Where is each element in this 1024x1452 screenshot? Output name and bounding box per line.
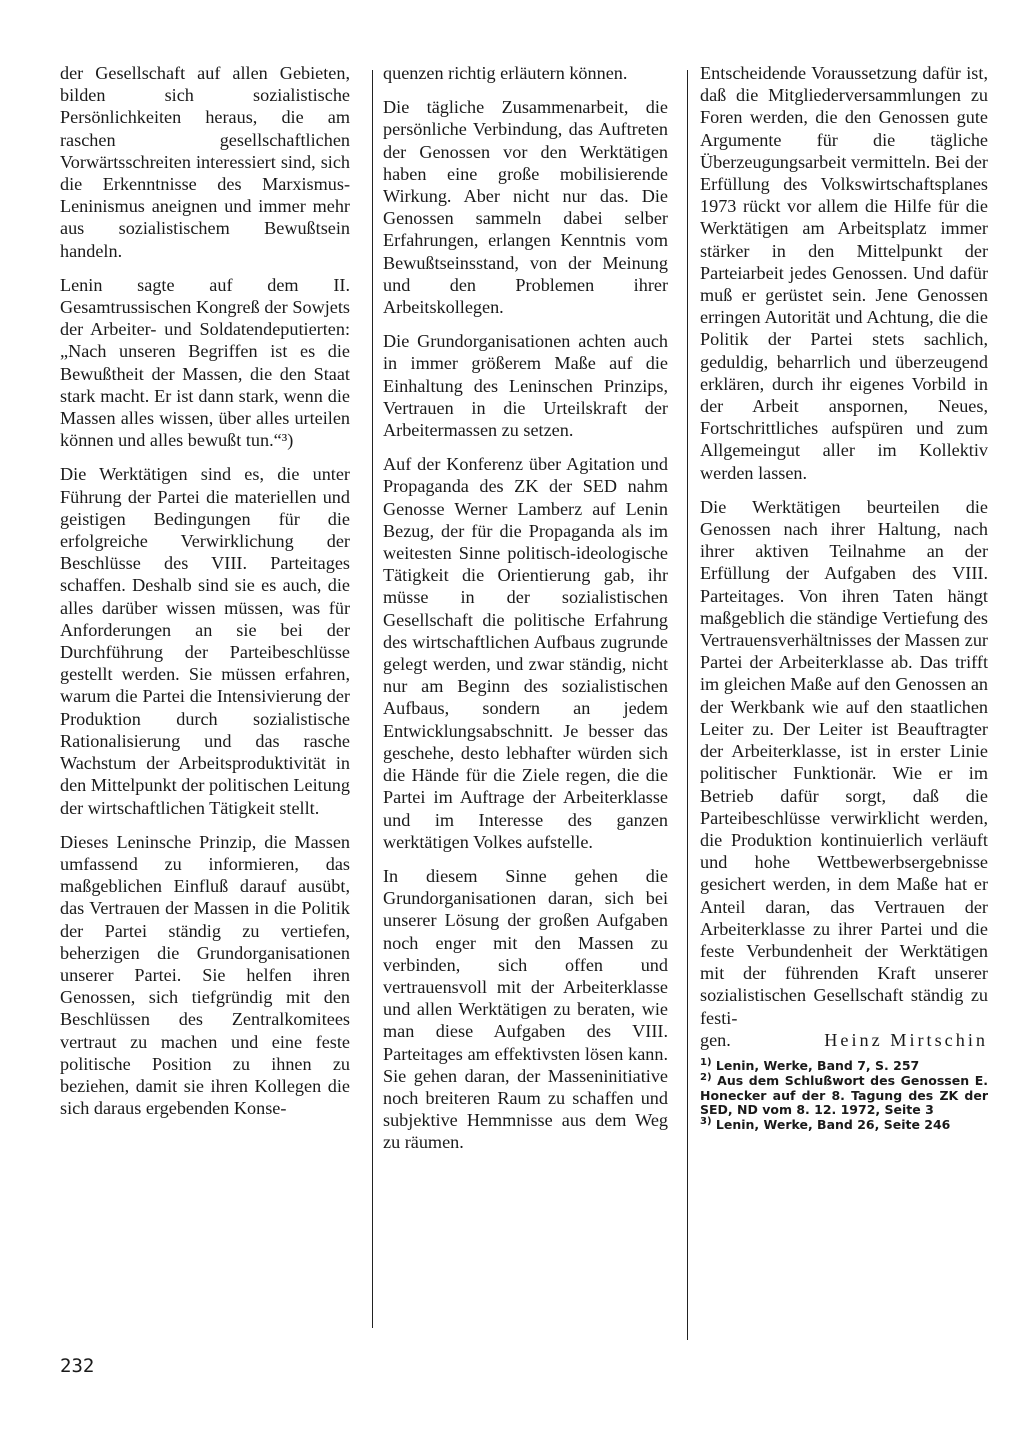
paragraph: Die Werktätigen beurteilen die Genossen nach ihrer Haltung, nach ihrer aktiven Teilnahme an der Erfüllung der Aufgaben des VIII. Parteitages. Von ihren Taten hängt maßgeblich die ständige Vertiefung des Vertrauensverhältnisses der Massen zur Partei der Arbeiterklasse ab. Das trifft im gleichen Maße auf den Genossen an der Werkbank wie auf den staatlichen Leiter zu. Der Leiter ist Beauftragter der Arbeiterklasse, ist in erster Linie politischer Funktionär. Wie er im Betrieb dafür sorgt, daß die Parteibeschlüsse verwirklicht werden, die Produktion kontinuierlich verläuft und hohe Wettbewerbsergebnisse gesichert werden, in dem Maße hat er Anteil daran, das Vertrauen der Arbeiterklasse zu ihrer Partei und die feste Verbundenheit der Werktätigen mit der führenden Kraft unserer sozialistischen Gesellschaft ständig zu festi-	[700, 496, 988, 1028]
footnotes	[700, 1056, 988, 1133]
footnote-text: Lenin, Werke, Band 7, S. 257	[715, 1057, 920, 1073]
footnote-text: Lenin, Werke, Band 26, Seite 246	[715, 1117, 951, 1133]
paragraph: Entscheidende Voraussetzung dafür ist, daß die Mitgliederversammlungen zu Foren werden, die den Genossen gute Argumente für die tägliche Überzeugungsarbeit vermitteln. Bei der Erfüllung des Volkswirtschaftsplanes 1973 rückt vor allem die Hilfe für die Werktätigen am Arbeitsplatz immer stärker in den Mittelpunkt der Parteiarbeit jedes Genossen. Und dafür muß er gerüstet sein. Jene Genossen erringen Autorität und Achtung, die die Politik der Partei stets sachlich, geduldig, beharrlich und überzeugend erklären, durch ihr eigenes Vorbild in der Arbeit anspornen, Neues, Fortschrittliches aufspüren und zum Allgemeingut aller im Kollektiv werden lassen.	[700, 63, 988, 483]
paragraph: Die Werktätigen sind es, die unter Führung der Partei die materiellen und geistigen Bedingungen für die erfolgreiche Verwirklichung der Beschlüsse des VIII. Parteitages schaffen. Deshalb sind sie es auch, die alles darüber wissen müssen, was für Anforderungen an sie bei der Durchführung der Parteibeschlüsse gestellt werden. Sie müssen erfahren, warum die Partei die Intensivierung der Produktion durch sozialistische Rationalisierung und das rasche Wachstum der Arbeitsproduktivität in den Mittelpunkt der politischen Leitung der wirtschaftlichen Tätigkeit stellt.	[60, 464, 350, 818]
author-signature: Heinz Mirtschin	[824, 1029, 988, 1050]
text-column-1	[60, 62, 350, 1131]
footnote	[700, 1071, 988, 1118]
footnote	[700, 1056, 988, 1074]
page-number: 232	[60, 1355, 95, 1377]
paragraph: Auf der Konferenz über Agitation und Propaganda des ZK der SED nahm Genosse Werner Lamberz auf Lenin Bezug, der für die Propaganda als im weitesten Sinne politisch-ideologische Tätigkeit die Orientierung gab, ihr müsse in der sozialistischen Gesellschaft die politische Erfahrung des wirtschaftlichen Aufbaus zugrunde gelegt werden, und zwar ständig, nicht nur am Beginn des sozialistischen Aufbaus, sondern an jedem Entwicklungsabschnitt. Je besser das geschehe, desto lebhafter würden sich die Hände für die Ziele regen, die die Partei im Auftrage der Arbeiterklasse und im Interesse des ganzen werktätigen Volkes aufstelle.	[383, 454, 668, 852]
paragraph: Die tägliche Zusammenarbeit, die persönliche Verbindung, das Auftreten der Genossen vor den Werktätigen haben eine große mobilisierende Wirkung. Aber nicht nur das. Die Genossen sammeln dabei selber Erfahrungen, erlangen Kenntnis vom Bewußtseinsstand, von der Meinung und den Problemen ihrer Arbeitskollegen.	[383, 97, 668, 318]
paragraph: quenzen richtig erläutern können.	[383, 63, 628, 83]
paragraph-end: gen.	[700, 1029, 731, 1050]
column-rule-left	[372, 70, 373, 1328]
column-rule-right	[687, 70, 688, 1340]
footnote-text: Aus dem Schlußwort des Genossen E. Honecker auf der 8. Tagung des ZK der SED, ND vom 8. 12. 1972, Seite 3	[700, 1072, 988, 1118]
paragraph: Die Grundorganisationen achten auch in immer größerem Maße auf die Einhaltung des Leninschen Prinzips, Vertrauen in die Urteilskraft der Arbeitermassen zu setzen.	[383, 331, 668, 441]
signature-line	[700, 1029, 988, 1051]
text-column-3	[700, 62, 988, 1133]
footnote-number: 1)	[700, 1056, 712, 1068]
paragraph: der Gesellschaft auf allen Gebieten, bilden sich sozialistische Persönlichkeiten heraus, die am raschen gesellschaftlichen Vorwärtsschreiten interessiert sind, sich die Erkenntnisse des Marxismus-Leninismus aneignen und immer mehr aus sozialistischem Bewußtsein handeln.	[60, 63, 350, 261]
text-column-2	[383, 62, 668, 1166]
paragraph: Dieses Leninsche Prinzip, die Massen umfassend zu informieren, das maßgeblichen Einfluß darauf ausübt, das Vertrauen der Massen in die Politik der Partei ständig zu vertiefen, beherzigen die Grundorganisationen unserer Partei. Sie helfen ihren Genossen, sich tiefgründig mit den Beschlüssen des Zentralkomitees vertraut zu machen und eine feste politische Position zu ihnen zu beziehen, damit sie ihren Kollegen die sich daraus ergebenden Konse-	[60, 831, 350, 1119]
paragraph: In diesem Sinne gehen die Grundorganisationen daran, sich bei unserer Lösung der großen Aufgaben noch enger mit den Massen zu verbinden, sich offen und vertrauensvoll mit der Arbeiterklasse und allen Werktätigen zu beraten, wie man diese Aufgaben des VIII. Parteitages am effektivsten lösen kann. Sie gehen daran, der Masseninitiative noch breiteren Raum zu schaffen und subjektive Hemmnisse aus dem Weg zu räumen.	[383, 865, 668, 1153]
footnote-number: 2)	[700, 1071, 712, 1083]
footnote-number: 3)	[700, 1115, 712, 1127]
paragraph: Lenin sagte auf dem II. Gesamtrussischen Kongreß der Sowjets der Arbeiter- und Soldatendeputierten: „Nach unseren Begriffen ist es die Bewußtheit der Massen, die den Staat stark macht. Er ist dann stark, wenn die Massen alles wissen, über alles urteilen können und alles bewußt tun.“³)	[60, 274, 350, 451]
footnote	[700, 1115, 988, 1133]
